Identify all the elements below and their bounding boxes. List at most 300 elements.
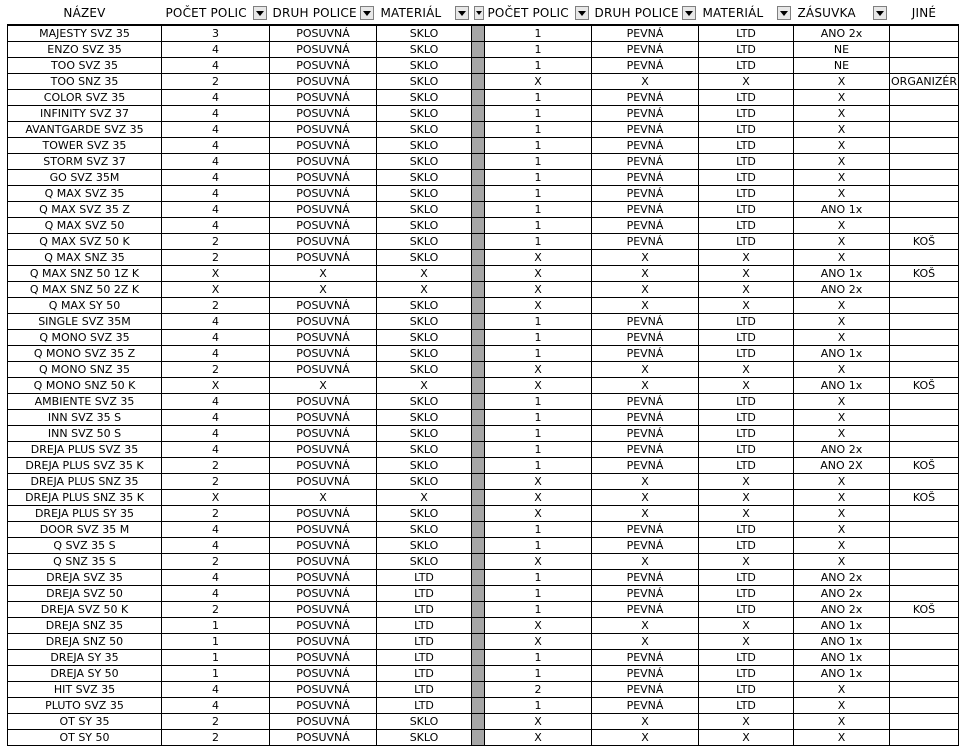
table-cell[interactable]: LTD (699, 58, 794, 74)
table-cell[interactable]: SINGLE SVZ 35M (8, 314, 162, 330)
filter-dropdown-icon[interactable] (873, 6, 887, 20)
table-cell[interactable]: LTD (699, 330, 794, 346)
table-cell[interactable]: X (592, 74, 699, 90)
table-cell[interactable]: PEVNÁ (592, 586, 699, 602)
table-cell[interactable]: X (794, 730, 890, 746)
table-cell[interactable]: Q MAX SVZ 50 K (8, 234, 162, 250)
table-cell[interactable]: X (485, 618, 592, 634)
table-cell[interactable]: X (794, 170, 890, 186)
table-cell[interactable]: DREJA SVZ 50 K (8, 602, 162, 618)
table-cell[interactable]: LTD (699, 90, 794, 106)
table-cell[interactable]: X (162, 282, 270, 298)
table-cell[interactable] (890, 394, 959, 410)
table-cell[interactable]: SKLO (377, 58, 472, 74)
table-cell[interactable]: LTD (699, 426, 794, 442)
table-cell[interactable]: SKLO (377, 426, 472, 442)
table-cell[interactable]: 1 (485, 106, 592, 122)
table-cell[interactable]: KOŠ (890, 490, 959, 506)
table-cell[interactable]: TOWER SVZ 35 (8, 138, 162, 154)
table-cell[interactable]: ANO 2x (794, 602, 890, 618)
table-cell[interactable]: POSUVNÁ (270, 714, 377, 730)
table-cell[interactable]: Q MONO SNZ 35 (8, 362, 162, 378)
table-cell[interactable]: SKLO (377, 554, 472, 570)
table-cell[interactable]: Q MAX SVZ 50 (8, 218, 162, 234)
table-cell[interactable]: OT SY 50 (8, 730, 162, 746)
table-cell[interactable]: X (485, 282, 592, 298)
table-cell[interactable] (890, 538, 959, 554)
table-cell[interactable]: 1 (485, 234, 592, 250)
table-cell[interactable]: PEVNÁ (592, 602, 699, 618)
table-cell[interactable] (890, 218, 959, 234)
table-cell[interactable]: ENZO SVZ 35 (8, 42, 162, 58)
table-cell[interactable]: POSUVNÁ (270, 730, 377, 746)
table-cell[interactable]: ANO 2x (794, 570, 890, 586)
table-cell[interactable]: DREJA SNZ 50 (8, 634, 162, 650)
table-cell[interactable] (890, 698, 959, 714)
table-cell[interactable]: X (592, 250, 699, 266)
table-cell[interactable]: X (699, 618, 794, 634)
table-cell[interactable]: ANO 1x (794, 378, 890, 394)
table-cell[interactable] (890, 410, 959, 426)
table-cell[interactable]: X (794, 106, 890, 122)
table-cell[interactable]: GO SVZ 35M (8, 170, 162, 186)
table-cell[interactable]: X (377, 490, 472, 506)
table-cell[interactable]: NE (794, 58, 890, 74)
table-cell[interactable]: SKLO (377, 138, 472, 154)
table-cell[interactable]: 2 (162, 298, 270, 314)
table-cell[interactable]: LTD (699, 314, 794, 330)
table-cell[interactable]: PEVNÁ (592, 394, 699, 410)
table-cell[interactable]: POSUVNÁ (270, 106, 377, 122)
table-cell[interactable]: POSUVNÁ (270, 122, 377, 138)
table-cell[interactable]: DOOR SVZ 35 M (8, 522, 162, 538)
table-cell[interactable]: 4 (162, 330, 270, 346)
table-cell[interactable]: 4 (162, 186, 270, 202)
table-cell[interactable]: LTD (377, 586, 472, 602)
table-cell[interactable]: 1 (485, 154, 592, 170)
table-cell[interactable]: PEVNÁ (592, 682, 699, 698)
table-cell[interactable] (890, 25, 959, 42)
table-cell[interactable]: LTD (699, 602, 794, 618)
table-cell[interactable]: X (485, 714, 592, 730)
table-cell[interactable]: POSUVNÁ (270, 586, 377, 602)
table-cell[interactable]: 2 (162, 458, 270, 474)
table-cell[interactable]: POSUVNÁ (270, 138, 377, 154)
table-cell[interactable] (890, 618, 959, 634)
table-cell[interactable]: X (592, 554, 699, 570)
table-cell[interactable]: 3 (162, 25, 270, 42)
table-cell[interactable] (890, 170, 959, 186)
table-cell[interactable]: SKLO (377, 170, 472, 186)
table-cell[interactable]: POSUVNÁ (270, 346, 377, 362)
table-cell[interactable] (890, 474, 959, 490)
table-cell[interactable]: X (794, 314, 890, 330)
table-cell[interactable]: X (794, 490, 890, 506)
table-cell[interactable]: POSUVNÁ (270, 170, 377, 186)
table-cell[interactable] (890, 202, 959, 218)
table-cell[interactable]: X (592, 378, 699, 394)
table-cell[interactable]: X (794, 250, 890, 266)
table-cell[interactable]: 4 (162, 698, 270, 714)
table-cell[interactable]: X (794, 506, 890, 522)
table-cell[interactable]: 1 (485, 330, 592, 346)
table-cell[interactable]: POSUVNÁ (270, 522, 377, 538)
table-cell[interactable]: POSUVNÁ (270, 650, 377, 666)
table-cell[interactable]: DREJA PLUS SNZ 35 (8, 474, 162, 490)
table-cell[interactable]: X (270, 282, 377, 298)
table-cell[interactable]: SKLO (377, 538, 472, 554)
table-cell[interactable]: X (592, 730, 699, 746)
table-cell[interactable] (890, 330, 959, 346)
table-cell[interactable]: ANO 1x (794, 266, 890, 282)
table-cell[interactable]: 4 (162, 410, 270, 426)
table-cell[interactable]: LTD (699, 42, 794, 58)
table-cell[interactable]: 4 (162, 426, 270, 442)
table-cell[interactable]: X (794, 234, 890, 250)
table-cell[interactable]: X (794, 330, 890, 346)
table-cell[interactable]: 4 (162, 138, 270, 154)
table-cell[interactable]: SKLO (377, 506, 472, 522)
table-cell[interactable]: X (699, 298, 794, 314)
table-cell[interactable]: 1 (485, 442, 592, 458)
table-cell[interactable]: PLUTO SVZ 35 (8, 698, 162, 714)
table-cell[interactable]: POSUVNÁ (270, 506, 377, 522)
table-cell[interactable]: 1 (485, 122, 592, 138)
table-cell[interactable]: X (699, 634, 794, 650)
table-cell[interactable]: 1 (162, 634, 270, 650)
table-cell[interactable]: POSUVNÁ (270, 554, 377, 570)
table-cell[interactable]: PEVNÁ (592, 314, 699, 330)
table-cell[interactable]: POSUVNÁ (270, 154, 377, 170)
table-cell[interactable]: 2 (162, 554, 270, 570)
table-cell[interactable]: X (377, 266, 472, 282)
table-cell[interactable]: ANO 1x (794, 634, 890, 650)
table-cell[interactable]: LTD (377, 618, 472, 634)
table-cell[interactable]: X (794, 410, 890, 426)
filter-dropdown-icon[interactable] (360, 6, 374, 20)
table-cell[interactable]: 1 (485, 666, 592, 682)
table-cell[interactable]: 4 (162, 122, 270, 138)
table-cell[interactable] (890, 506, 959, 522)
table-cell[interactable]: SKLO (377, 106, 472, 122)
table-cell[interactable]: SKLO (377, 42, 472, 58)
table-cell[interactable] (890, 122, 959, 138)
table-cell[interactable]: Q SNZ 35 S (8, 554, 162, 570)
table-cell[interactable]: HIT SVZ 35 (8, 682, 162, 698)
table-cell[interactable]: 4 (162, 90, 270, 106)
table-cell[interactable]: POSUVNÁ (270, 458, 377, 474)
table-cell[interactable]: 4 (162, 570, 270, 586)
table-cell[interactable]: Q MAX SNZ 35 (8, 250, 162, 266)
table-cell[interactable]: 1 (485, 314, 592, 330)
filter-dropdown-icon[interactable] (575, 6, 589, 20)
table-cell[interactable]: X (485, 362, 592, 378)
table-cell[interactable]: LTD (377, 570, 472, 586)
table-cell[interactable] (890, 586, 959, 602)
table-cell[interactable]: POSUVNÁ (270, 602, 377, 618)
table-cell[interactable]: X (485, 506, 592, 522)
table-cell[interactable]: SKLO (377, 154, 472, 170)
table-cell[interactable]: X (485, 634, 592, 650)
table-cell[interactable]: DREJA SY 50 (8, 666, 162, 682)
table-cell[interactable]: ANO 2x (794, 442, 890, 458)
table-cell[interactable]: SKLO (377, 74, 472, 90)
table-cell[interactable]: Q MONO SVZ 35 (8, 330, 162, 346)
table-cell[interactable]: 4 (162, 42, 270, 58)
table-cell[interactable]: LTD (699, 154, 794, 170)
table-cell[interactable]: X (794, 74, 890, 90)
table-cell[interactable]: POSUVNÁ (270, 362, 377, 378)
table-cell[interactable]: X (794, 218, 890, 234)
table-cell[interactable]: 1 (485, 58, 592, 74)
table-cell[interactable]: Q MAX SNZ 50 2Z K (8, 282, 162, 298)
table-cell[interactable]: X (794, 186, 890, 202)
table-cell[interactable]: 4 (162, 314, 270, 330)
table-cell[interactable]: LTD (377, 698, 472, 714)
table-cell[interactable]: SKLO (377, 362, 472, 378)
table-cell[interactable]: POSUVNÁ (270, 250, 377, 266)
table-cell[interactable]: X (699, 490, 794, 506)
table-cell[interactable]: X (485, 378, 592, 394)
table-cell[interactable]: LTD (699, 106, 794, 122)
table-cell[interactable] (890, 154, 959, 170)
table-cell[interactable]: PEVNÁ (592, 122, 699, 138)
table-cell[interactable]: 1 (485, 602, 592, 618)
table-cell[interactable]: ANO 1x (794, 346, 890, 362)
table-cell[interactable]: X (699, 554, 794, 570)
table-cell[interactable]: LTD (699, 346, 794, 362)
table-cell[interactable]: LTD (699, 122, 794, 138)
table-cell[interactable] (890, 714, 959, 730)
table-cell[interactable]: X (794, 474, 890, 490)
table-cell[interactable]: LTD (699, 650, 794, 666)
table-cell[interactable]: INN SVZ 35 S (8, 410, 162, 426)
table-cell[interactable]: X (270, 266, 377, 282)
table-cell[interactable]: X (485, 554, 592, 570)
table-cell[interactable]: 4 (162, 522, 270, 538)
table-cell[interactable]: 1 (485, 698, 592, 714)
table-cell[interactable]: 1 (162, 618, 270, 634)
table-cell[interactable]: 1 (485, 426, 592, 442)
table-cell[interactable] (890, 282, 959, 298)
table-cell[interactable]: SKLO (377, 522, 472, 538)
table-cell[interactable] (890, 554, 959, 570)
table-cell[interactable]: PEVNÁ (592, 650, 699, 666)
table-cell[interactable]: COLOR SVZ 35 (8, 90, 162, 106)
table-cell[interactable] (890, 650, 959, 666)
table-cell[interactable]: LTD (699, 570, 794, 586)
table-cell[interactable]: ANO 2X (794, 458, 890, 474)
table-cell[interactable]: X (699, 282, 794, 298)
table-cell[interactable]: POSUVNÁ (270, 618, 377, 634)
table-cell[interactable] (890, 138, 959, 154)
table-cell[interactable]: X (377, 378, 472, 394)
table-cell[interactable]: Q MAX SY 50 (8, 298, 162, 314)
table-cell[interactable]: POSUVNÁ (270, 74, 377, 90)
table-cell[interactable]: POSUVNÁ (270, 410, 377, 426)
table-cell[interactable] (890, 298, 959, 314)
table-cell[interactable]: X (485, 74, 592, 90)
table-cell[interactable]: LTD (699, 25, 794, 42)
table-cell[interactable]: 2 (162, 730, 270, 746)
table-cell[interactable]: PEVNÁ (592, 154, 699, 170)
table-cell[interactable]: PEVNÁ (592, 698, 699, 714)
filter-dropdown-icon[interactable] (253, 6, 267, 20)
table-cell[interactable]: PEVNÁ (592, 25, 699, 42)
table-cell[interactable]: PEVNÁ (592, 42, 699, 58)
table-cell[interactable]: 1 (485, 186, 592, 202)
table-cell[interactable]: 1 (485, 346, 592, 362)
table-cell[interactable]: X (592, 634, 699, 650)
table-cell[interactable]: PEVNÁ (592, 138, 699, 154)
table-cell[interactable]: X (162, 490, 270, 506)
table-cell[interactable]: LTD (699, 538, 794, 554)
table-cell[interactable]: X (592, 266, 699, 282)
table-cell[interactable]: X (270, 490, 377, 506)
table-cell[interactable]: LTD (699, 522, 794, 538)
table-cell[interactable]: 4 (162, 394, 270, 410)
table-cell[interactable]: 2 (162, 74, 270, 90)
table-cell[interactable]: 1 (485, 90, 592, 106)
table-cell[interactable]: 1 (485, 170, 592, 186)
table-cell[interactable] (890, 58, 959, 74)
table-cell[interactable]: X (794, 698, 890, 714)
table-cell[interactable] (890, 314, 959, 330)
table-cell[interactable]: X (794, 682, 890, 698)
table-cell[interactable]: PEVNÁ (592, 202, 699, 218)
table-cell[interactable]: OT SY 35 (8, 714, 162, 730)
table-cell[interactable]: X (794, 154, 890, 170)
table-cell[interactable]: LTD (699, 218, 794, 234)
table-cell[interactable]: ANO 2x (794, 586, 890, 602)
table-cell[interactable] (890, 106, 959, 122)
table-cell[interactable]: Q MAX SNZ 50 1Z K (8, 266, 162, 282)
table-cell[interactable]: LTD (377, 634, 472, 650)
table-cell[interactable]: POSUVNÁ (270, 42, 377, 58)
table-cell[interactable]: PEVNÁ (592, 186, 699, 202)
table-cell[interactable]: DREJA SNZ 35 (8, 618, 162, 634)
table-cell[interactable]: SKLO (377, 250, 472, 266)
table-cell[interactable]: X (699, 378, 794, 394)
filter-dropdown-icon[interactable] (474, 6, 484, 20)
table-cell[interactable]: X (794, 298, 890, 314)
table-cell[interactable]: X (592, 618, 699, 634)
table-cell[interactable]: POSUVNÁ (270, 234, 377, 250)
table-cell[interactable]: 2 (162, 234, 270, 250)
table-cell[interactable]: X (794, 362, 890, 378)
table-cell[interactable]: 1 (485, 42, 592, 58)
table-cell[interactable]: KOŠ (890, 266, 959, 282)
filter-dropdown-icon[interactable] (682, 6, 696, 20)
table-cell[interactable]: ANO 1x (794, 650, 890, 666)
table-cell[interactable]: X (699, 474, 794, 490)
table-cell[interactable]: 2 (162, 250, 270, 266)
table-cell[interactable]: SKLO (377, 298, 472, 314)
table-cell[interactable]: LTD (699, 682, 794, 698)
table-cell[interactable]: X (699, 506, 794, 522)
table-cell[interactable]: LTD (377, 666, 472, 682)
table-cell[interactable]: ANO 1x (794, 618, 890, 634)
table-cell[interactable]: POSUVNÁ (270, 90, 377, 106)
table-cell[interactable]: Q SVZ 35 S (8, 538, 162, 554)
table-cell[interactable]: X (794, 538, 890, 554)
table-cell[interactable]: INN SVZ 50 S (8, 426, 162, 442)
table-cell[interactable]: 1 (485, 218, 592, 234)
table-cell[interactable]: LTD (699, 410, 794, 426)
table-cell[interactable]: 1 (485, 202, 592, 218)
table-cell[interactable]: SKLO (377, 122, 472, 138)
table-cell[interactable]: 1 (485, 458, 592, 474)
table-cell[interactable]: SKLO (377, 714, 472, 730)
table-cell[interactable]: SKLO (377, 730, 472, 746)
table-cell[interactable]: POSUVNÁ (270, 698, 377, 714)
table-cell[interactable]: POSUVNÁ (270, 570, 377, 586)
table-cell[interactable]: X (794, 714, 890, 730)
table-cell[interactable]: 4 (162, 202, 270, 218)
table-cell[interactable]: SKLO (377, 330, 472, 346)
table-cell[interactable]: POSUVNÁ (270, 426, 377, 442)
table-cell[interactable]: X (699, 74, 794, 90)
table-cell[interactable]: LTD (699, 170, 794, 186)
table-cell[interactable]: SKLO (377, 90, 472, 106)
table-cell[interactable]: X (485, 298, 592, 314)
table-cell[interactable]: 2 (162, 714, 270, 730)
filter-dropdown-icon[interactable] (455, 6, 469, 20)
table-cell[interactable] (890, 570, 959, 586)
table-cell[interactable]: 4 (162, 538, 270, 554)
table-cell[interactable]: X (794, 90, 890, 106)
table-cell[interactable]: LTD (699, 186, 794, 202)
table-cell[interactable]: POSUVNÁ (270, 186, 377, 202)
table-cell[interactable] (890, 426, 959, 442)
table-cell[interactable]: X (699, 714, 794, 730)
table-cell[interactable]: POSUVNÁ (270, 25, 377, 42)
table-cell[interactable]: 1 (485, 522, 592, 538)
table-cell[interactable]: PEVNÁ (592, 410, 699, 426)
table-cell[interactable]: X (592, 362, 699, 378)
table-cell[interactable]: X (485, 474, 592, 490)
table-cell[interactable]: Q MONO SNZ 50 K (8, 378, 162, 394)
table-cell[interactable]: PEVNÁ (592, 522, 699, 538)
table-cell[interactable]: TOO SNZ 35 (8, 74, 162, 90)
table-cell[interactable]: PEVNÁ (592, 330, 699, 346)
table-cell[interactable]: 2 (162, 362, 270, 378)
table-cell[interactable]: PEVNÁ (592, 426, 699, 442)
table-cell[interactable]: 2 (162, 474, 270, 490)
table-cell[interactable]: DREJA PLUS SVZ 35 K (8, 458, 162, 474)
table-cell[interactable]: 2 (162, 602, 270, 618)
table-cell[interactable]: X (794, 426, 890, 442)
table-cell[interactable]: DREJA PLUS SVZ 35 (8, 442, 162, 458)
table-cell[interactable]: 4 (162, 218, 270, 234)
table-cell[interactable]: X (592, 474, 699, 490)
table-cell[interactable]: 2 (485, 682, 592, 698)
table-cell[interactable]: LTD (699, 394, 794, 410)
table-cell[interactable]: X (794, 138, 890, 154)
table-cell[interactable]: DREJA SY 35 (8, 650, 162, 666)
table-cell[interactable]: 4 (162, 682, 270, 698)
table-cell[interactable]: POSUVNÁ (270, 474, 377, 490)
table-cell[interactable] (890, 250, 959, 266)
table-cell[interactable]: DREJA PLUS SNZ 35 K (8, 490, 162, 506)
table-cell[interactable]: X (592, 298, 699, 314)
table-cell[interactable]: PEVNÁ (592, 106, 699, 122)
table-cell[interactable] (890, 42, 959, 58)
table-cell[interactable]: SKLO (377, 314, 472, 330)
table-cell[interactable]: ORGANIZÉR (891, 75, 957, 88)
table-cell[interactable]: PEVNÁ (592, 58, 699, 74)
table-cell[interactable]: LTD (377, 602, 472, 618)
